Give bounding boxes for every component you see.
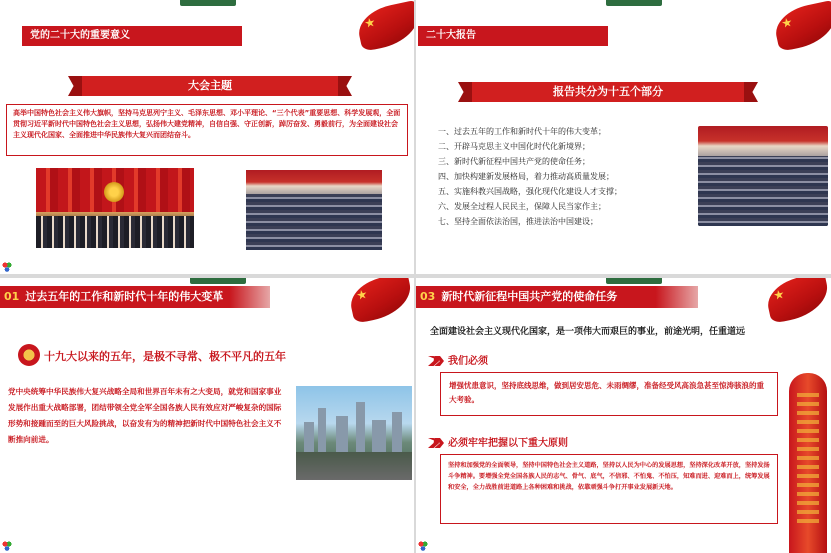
principles-text-box xyxy=(440,454,778,524)
party-emblem-icon xyxy=(104,182,124,202)
theme-banner: 大会主题 xyxy=(78,76,342,96)
congress-stage-photo xyxy=(36,168,194,248)
slide-thumbnail-4[interactable] xyxy=(416,278,831,553)
double-chevron-icon xyxy=(428,438,444,448)
slide-app-icon xyxy=(2,262,12,272)
principles-heading xyxy=(428,434,568,449)
lead-text: 全面建设社会主义现代化国家，是一项伟大而艰巨的事业，前途光明，任重道远 xyxy=(430,327,746,337)
audience-rows xyxy=(246,194,382,250)
slide-app-icon xyxy=(2,541,12,551)
building xyxy=(336,416,348,452)
building xyxy=(304,422,314,452)
section-number: 01 xyxy=(4,290,20,303)
body-text: 党中央统筹中华民族伟大复兴战略全局和世界百年未有之大变局，就党和国家事业发展作出重大战略部署，团结带领全党全军全国各族人民有效应对严峻复杂的国际形势和接踵而至的巨大风险挑战，以奋发有为的精神把新时代中国特色社会主义不断推向前进。 xyxy=(8,387,282,444)
section-subtitle: 十九大以来的五年，是极不寻常、极不平凡的五年 xyxy=(44,350,286,363)
building xyxy=(372,420,386,452)
report-part-item: 七、坚持全面依法治国，推进法治中国建设； xyxy=(438,217,598,226)
principles-text: 坚持和加强党的全面领导，坚持中国特色社会主义道路，坚持以人民为中心的发展思想，坚持深化改革开放，坚持发扬斗争精神。要增强全党全国各族人民的志气、骨气、底气，不信邪、不怕鬼、不怕压，知难而进、迎难而上，统筹发展和安全，全力战胜前进道路上各种困难和挑战，依靠顽强斗争打开事业发展新天地。 xyxy=(448,462,770,491)
building xyxy=(392,412,402,452)
audience-rows xyxy=(698,156,828,226)
report-part-item: 二、开辟马克思主义中国化时代化新境界； xyxy=(438,142,590,151)
slide-title: 二十大报告 xyxy=(418,26,608,46)
slide-title: 党的二十大的重要意义 xyxy=(22,26,242,46)
great-hall-photo xyxy=(698,126,828,226)
section-title xyxy=(0,286,270,308)
must-heading-text: 我们必须 xyxy=(448,356,488,367)
report-part-item: 一、过去五年的工作和新时代十年的伟大变革； xyxy=(438,127,606,136)
report-parts-list xyxy=(438,124,622,229)
report-part-item: 三、新时代新征程中国共产党的使命任务； xyxy=(438,157,590,166)
report-part-item: 四、加快构建新发展格局，着力推动高质量发展； xyxy=(438,172,614,181)
red-flag-decoration xyxy=(347,278,414,324)
slide-thumbnail-3[interactable] xyxy=(0,278,414,553)
must-text: 增强忧患意识，坚持底线思维，做到居安思危、未雨绸缪，准备经受风高浪急甚至惊涛骇浪的重大考验。 xyxy=(449,381,764,404)
overpass xyxy=(296,452,412,480)
red-flag-decoration xyxy=(772,0,831,52)
double-chevron-icon xyxy=(428,356,444,366)
slide-app-icon xyxy=(418,541,428,551)
slide-top-tab xyxy=(606,0,662,6)
theme-text-box xyxy=(6,104,408,156)
building xyxy=(318,408,326,452)
must-heading xyxy=(428,352,488,367)
monument-decoration xyxy=(789,373,827,553)
report-part-item: 五、实施科教兴国战略，强化现代化建设人才支撑； xyxy=(438,187,622,196)
section-title xyxy=(416,286,698,308)
theme-text: 高举中国特色社会主义伟大旗帜，坚持马克思列宁主义、毛泽东思想、邓小平理论、“三个代表”重要思想、科学发展观，全面贯彻习近平新时代中国特色社会主义思想，弘扬伟大建党精神，自信自强、守正创新，踔厉奋发、勇毅前行，为全面建设社会主义现代化国家、全面推进中华民族伟大复兴而团结奋斗。 xyxy=(13,109,401,139)
slide-top-tab xyxy=(180,0,236,6)
red-flag-decoration xyxy=(355,0,414,52)
party-emblem-icon xyxy=(18,344,40,366)
section-number: 03 xyxy=(420,290,436,303)
stage-people xyxy=(36,216,194,248)
slide-thumbnail-2[interactable] xyxy=(416,0,831,274)
slide-thumbnail-1[interactable] xyxy=(0,0,414,274)
report-part-item: 六、发展全过程人民民主，保障人民当家作主； xyxy=(438,202,606,211)
section-title-text: 过去五年的工作和新时代十年的伟大变革 xyxy=(25,290,224,303)
congress-hall-photo xyxy=(246,170,382,250)
report-banner: 报告共分为十五个部分 xyxy=(468,82,748,102)
slide-top-tab xyxy=(190,278,246,284)
principles-heading-text: 必须牢牢把握以下重大原则 xyxy=(448,438,568,449)
building xyxy=(356,402,365,452)
slide-top-tab xyxy=(606,278,662,284)
must-text-box xyxy=(440,372,778,416)
city-overpass-photo xyxy=(296,386,412,480)
section-title-text: 新时代新征程中国共产党的使命任务 xyxy=(441,290,618,303)
red-flag-decoration xyxy=(764,278,831,324)
